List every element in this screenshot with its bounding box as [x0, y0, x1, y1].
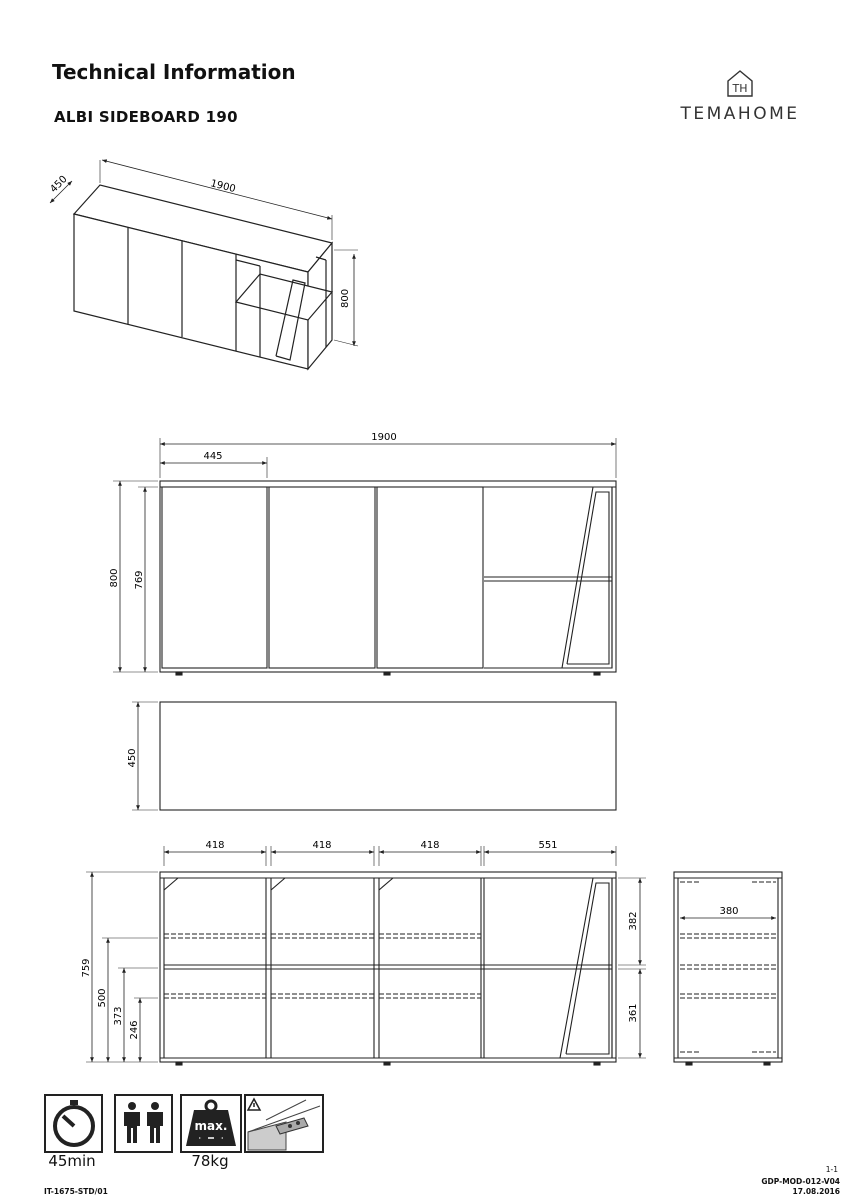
- two-persons-icon: [116, 1096, 171, 1151]
- inner-height-500: 500: [97, 988, 108, 1008]
- inner-view: [86, 846, 646, 1065]
- compartment-width-3: 418: [420, 840, 440, 851]
- page-number: 1-1: [825, 1165, 838, 1174]
- iso-height-label: 800: [340, 288, 351, 308]
- assembly-time-box: [44, 1094, 103, 1153]
- two-persons-box: [114, 1094, 173, 1153]
- inner-height-373: 373: [113, 1006, 124, 1026]
- assembly-time-label: 45min: [48, 1152, 96, 1170]
- iso-depth-label: 450: [48, 173, 70, 196]
- iso-width-label: 1900: [209, 178, 237, 196]
- top-depth-label: 450: [127, 748, 138, 768]
- top-view: [132, 702, 616, 810]
- max-load-label: 78kg: [191, 1152, 229, 1170]
- compartment-width-1: 418: [205, 840, 225, 851]
- front-width-label: 1900: [371, 432, 397, 443]
- front-view: [113, 438, 616, 675]
- max-load-box: [180, 1094, 242, 1153]
- wall-fixing-icon: [246, 1096, 322, 1151]
- door-width-label: 445: [203, 451, 223, 462]
- max-label: max.: [194, 1119, 228, 1133]
- product-name: ALBI SIDEBOARD 190: [54, 108, 238, 126]
- document-date: 17.08.2016: [792, 1187, 840, 1196]
- side-section-view: [674, 872, 782, 1065]
- document-code: IT-1675-STD/01: [44, 1187, 108, 1196]
- front-inner-height-label: 769: [134, 570, 145, 590]
- inner-height-759: 759: [81, 958, 92, 978]
- inner-height-246: 246: [129, 1020, 140, 1040]
- form-code: GDP-MOD-012-V04: [761, 1177, 840, 1186]
- side-height-lower: 361: [628, 1003, 639, 1023]
- weight-icon: [182, 1096, 240, 1151]
- compartment-width-2: 418: [312, 840, 332, 851]
- brand-name: TEMAHOME: [680, 104, 800, 124]
- brand-mark: TH: [732, 82, 748, 95]
- compartment-width-4: 551: [538, 840, 558, 851]
- page-title: Technical Information: [52, 60, 296, 84]
- stopwatch-icon: [46, 1096, 101, 1151]
- side-height-upper: 382: [628, 911, 639, 931]
- wall-fixing-box: [244, 1094, 324, 1153]
- side-depth-label: 380: [719, 906, 739, 917]
- front-height-label: 800: [109, 568, 120, 588]
- isometric-view: [50, 160, 358, 369]
